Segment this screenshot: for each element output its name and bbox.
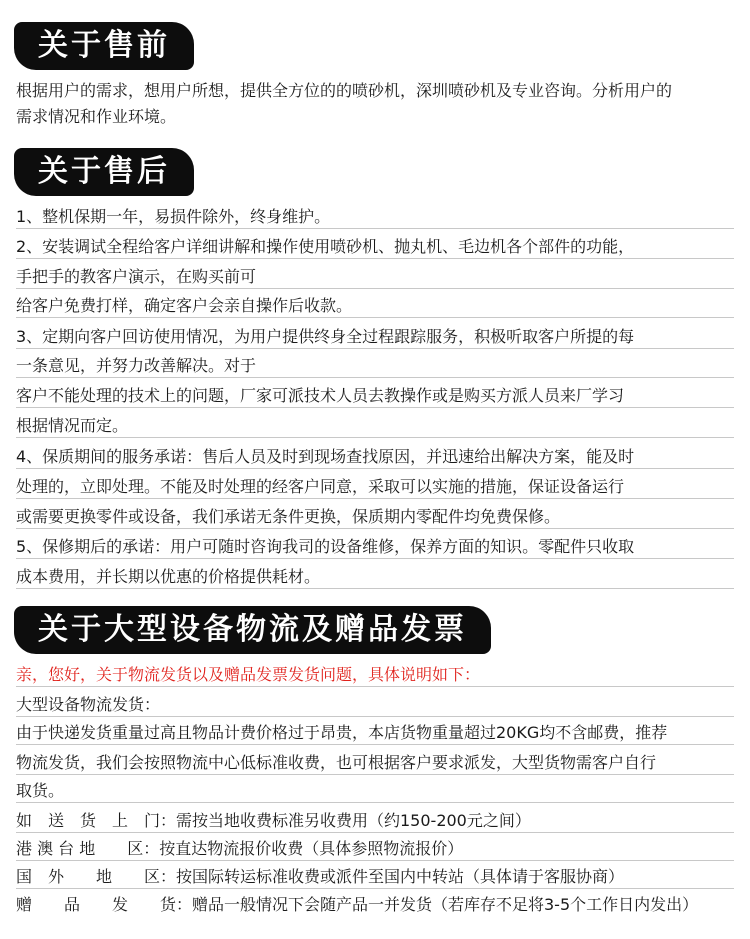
- logistics-notice: 亲，您好，关于物流发货以及赠品发票发货问题，具体说明如下：: [16, 664, 734, 687]
- logistics-line-4: 取货。: [16, 780, 734, 803]
- aftersale-line-3: 手把手的教客户演示，在购买前可: [16, 266, 734, 289]
- logistics-line-3: 物流发货，我们会按照物流中心低标准收费，也可根据客户要求派发，大型货物需客户自行: [16, 752, 734, 775]
- logistics-line-2: 由于快递发货重量过高且物品计费价格过于昂贵，本店货物重量超过20KG均不含邮费，推荐: [16, 722, 734, 745]
- aftersale-heading: 关于售后: [14, 148, 194, 196]
- aftersale-line-13: 成本费用，并长期以优惠的价格提供耗材。: [16, 566, 734, 589]
- aftersale-line-5: 3、定期向客户回访使用情况，为用户提供终身全过程跟踪服务，积极听取客户所提的每: [16, 326, 734, 349]
- aftersale-line-10: 处理的，立即处理。不能及时处理的经客户同意，采取可以实施的措施，保证设备运行: [16, 476, 734, 499]
- aftersale-line-9: 4、保质期间的服务承诺：售后人员及时到现场查找原因，并迅速给出解决方案，能及时: [16, 446, 734, 469]
- aftersale-line-7: 客户不能处理的技术上的问题，厂家可派技术人员去教操作或是购买方派人员来厂学习: [16, 385, 734, 408]
- aftersale-line-1: 1、整机保期一年，易损件除外，终身维护。: [16, 206, 734, 229]
- logistics-line-5: 如 送 货 上 门：需按当地收费标准另收费用（约150-200元之间）: [16, 810, 734, 833]
- logistics-heading: 关于大型设备物流及赠品发票: [14, 606, 491, 654]
- aftersale-line-11: 或需要更换零件或设备，我们承诺无条件更换，保质期内零配件均免费保修。: [16, 506, 734, 529]
- aftersale-line-12: 5、保修期后的承诺：用户可随时咨询我司的设备维修，保养方面的知识。零配件只收取: [16, 536, 734, 559]
- logistics-line-7: 国 外 地 区：按国际转运标准收费或派件至国内中转站（具体请于客服协商）: [16, 866, 734, 889]
- aftersale-line-6: 一条意见，并努力改善解决。对于: [16, 355, 734, 378]
- logistics-line-1: 大型设备物流发货：: [16, 694, 734, 717]
- aftersale-line-2: 2、安装调试全程给客户详细讲解和操作使用喷砂机、抛丸机、毛边机各个部件的功能，: [16, 236, 734, 259]
- presale-line-2: 需求情况和作业环境。: [16, 107, 177, 126]
- aftersale-line-4: 给客户免费打样，确定客户会亲自操作后收款。: [16, 295, 734, 318]
- presale-line-1: 根据用户的需求，想用户所想，提供全方位的的喷砂机，深圳喷砂机及专业咨询。分析用户的: [16, 81, 673, 100]
- presale-heading: 关于售前: [14, 22, 194, 70]
- logistics-line-6: 港 澳 台 地 区：按直达物流报价收费（具体参照物流报价）: [16, 838, 734, 861]
- aftersale-line-8: 根据情况而定。: [16, 415, 734, 438]
- logistics-line-8: 赠 品 发 货：赠品一般情况下会随产品一并发货（若库存不足将3-5个工作日内发出）: [16, 895, 699, 914]
